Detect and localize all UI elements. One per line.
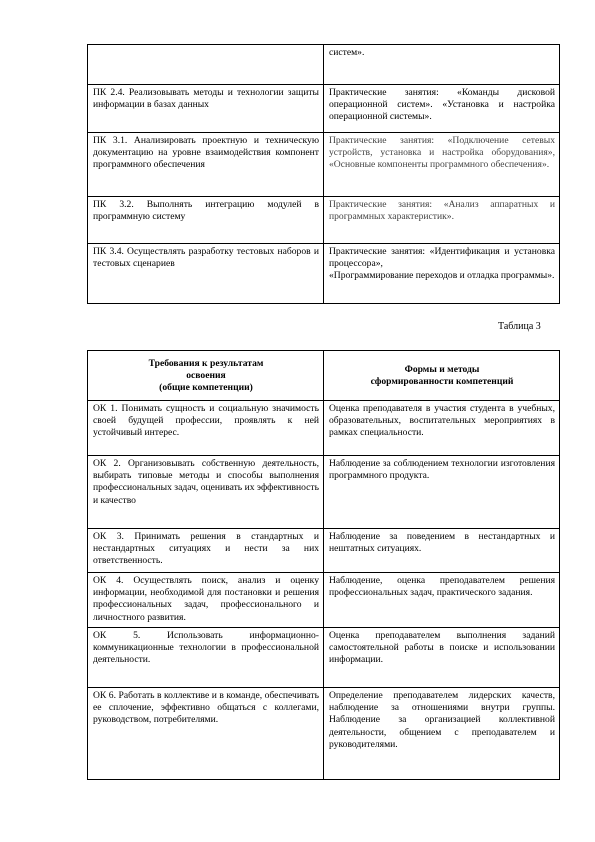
table-row (88, 45, 560, 85)
column-header-methods: Формы и методы сформированности компетенций (324, 351, 560, 401)
table-row (88, 628, 560, 688)
table-row (88, 529, 560, 573)
table-cell-left: ОК 3. Принимать решения в стандартных и нестандартных ситуациях и нести за них ответственность. (88, 529, 324, 573)
table-cell-left: ПК 3.1. Анализировать проектную и техническую документацию на уровне взаимодействия компонент программного обеспечения (88, 133, 324, 197)
table-cell-left: ОК 2. Организовывать собственную деятельность, выбирать типовые методы и способы выполнения профессиональных задач, оценивать их эффективность и качество (88, 456, 324, 529)
competencies-table-general (87, 350, 560, 780)
table-row (88, 456, 560, 529)
table-cell-left (88, 45, 324, 85)
table-row (88, 197, 560, 244)
table-row (88, 133, 560, 197)
table-row (88, 244, 560, 304)
table-cell-right: Практические занятия: «Подключение сетевых устройств, установка и настройка оборудования», «Основные компоненты программного обеспечения». (324, 133, 560, 197)
table-row (88, 688, 560, 780)
competencies-table-professional (87, 44, 560, 304)
table-cell-right: Практические занятия: «Идентификация и установка процессора», «Программирование переходов и отладка программы». (324, 244, 560, 304)
table-cell-left: ПК 3.2. Выполнять интеграцию модулей в программную систему (88, 197, 324, 244)
table-cell-right: Определение преподавателем лидерских качеств, наблюдение за отношениями внутри группы. Наблюдение за организацией коллективной деятельности, общением с преподавателем и руководителями. (324, 688, 560, 780)
table-cell-left: ПК 3.4. Осуществлять разработку тестовых наборов и тестовых сценариев (88, 244, 324, 304)
table-cell-right: Оценка преподавателем выполнения заданий самостоятельной работы в поиске и использовании информации. (324, 628, 560, 688)
table-cell-left: ОК 5. Использовать информационно-коммуникационные технологии в профессиональной деятельности. (88, 628, 324, 688)
table-row (88, 85, 560, 133)
table-cell-left: ПК 2.4. Реализовывать методы и технологии защиты информации в базах данных (88, 85, 324, 133)
table-row (88, 401, 560, 456)
table-cell-left: ОК 1. Понимать сущность и социальную значимость своей будущей профессии, проявлять к ней устойчивый интерес. (88, 401, 324, 456)
table-cell-right: Наблюдение, оценка преподавателем решения профессиональных задач, практического задания. (324, 573, 560, 628)
table-cell-right: Наблюдение за поведением в нестандартных и нештатных ситуациях. (324, 529, 560, 573)
table-row (88, 573, 560, 628)
column-header-requirements: Требования к результатам освоения (общие компетенции) (88, 351, 324, 401)
table-header-row (88, 351, 560, 401)
table-caption: Таблица 3 (498, 321, 541, 332)
table-cell-right: Практические занятия: «Команды дисковой операционной систем». «Установка и настройка операционной системы». (324, 85, 560, 133)
table-cell-right: Практические занятия: «Анализ аппаратных и программных характеристик». (324, 197, 560, 244)
table-cell-right: Оценка преподавателя в участия студента в учебных, образовательных, воспитательных мероприятиях в рамках специальности. (324, 401, 560, 456)
table-cell-right: Наблюдение за соблюдением технологии изготовления программного продукта. (324, 456, 560, 529)
table-cell-right: систем». (324, 45, 560, 85)
table-cell-left: ОК 4. Осуществлять поиск, анализ и оценку информации, необходимой для постановки и решения профессиональных задач, профессионального и личностного развития. (88, 573, 324, 628)
table-cell-left: ОК 6. Работать в коллективе и в команде, обеспечивать ее сплочение, эффективно общаться с коллегами, руководством, потребителями. (88, 688, 324, 780)
